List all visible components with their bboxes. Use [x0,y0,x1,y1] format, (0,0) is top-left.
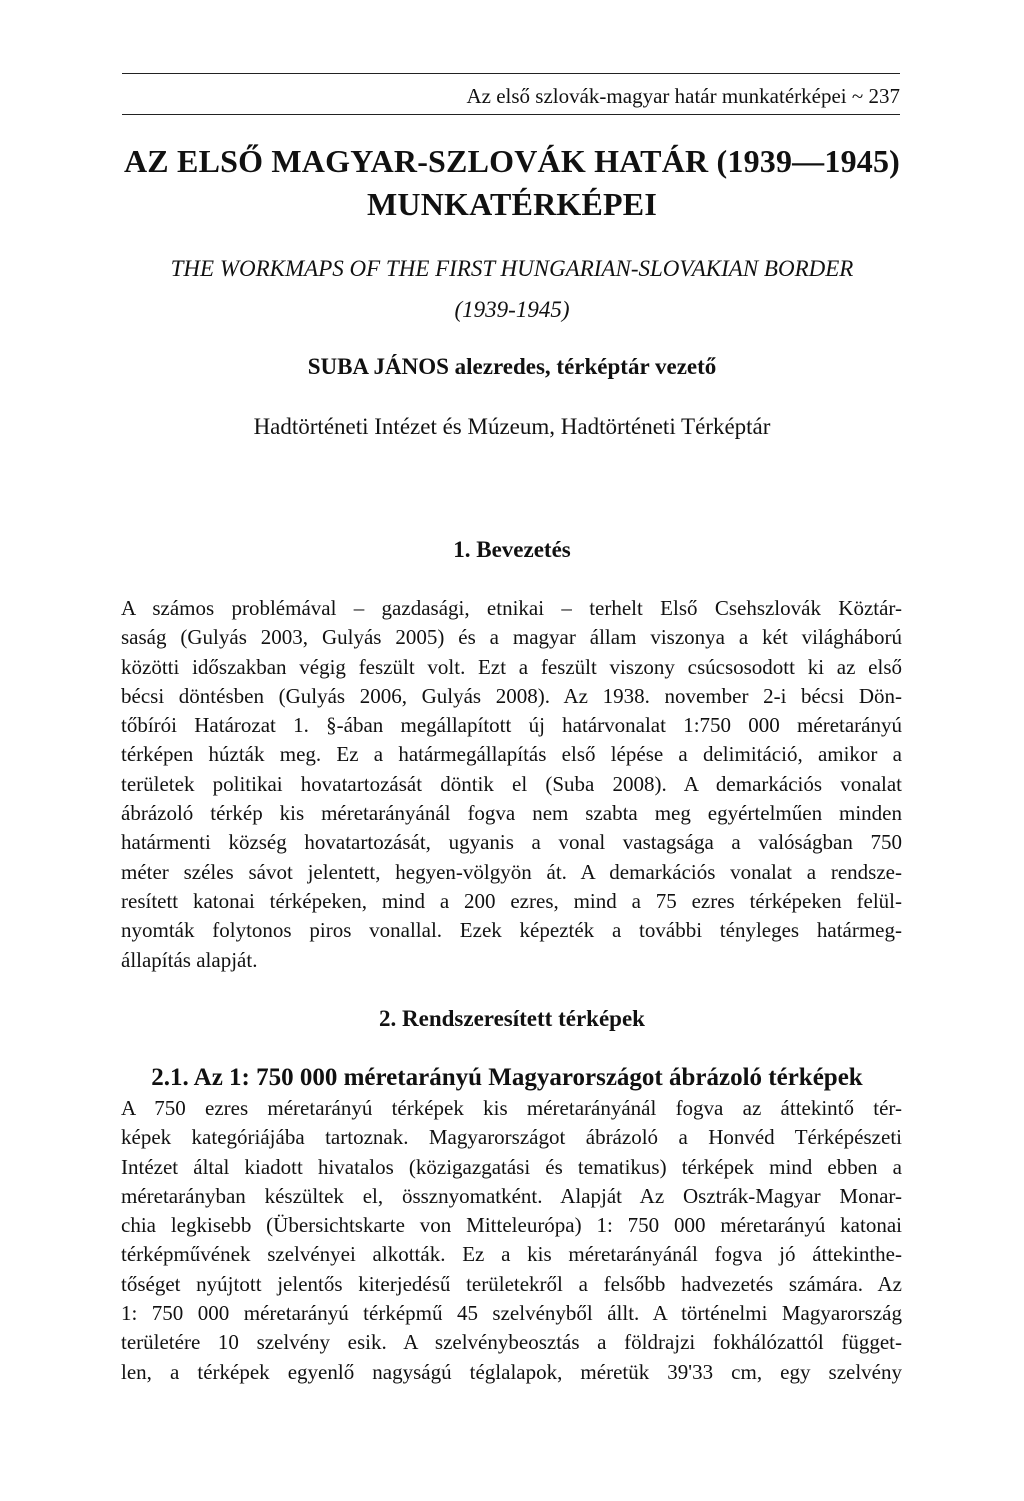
author-line: SUBA JÁNOS alezredes, térképtár vezető [307,354,717,379]
text-line: térképen húzták meg. Ez a határmegállapítás első lépése a delimitáció, amikor a [121,742,902,767]
text-line: területére 10 szelvény esik. A szelvénybeosztás a földrajzi fokhálózattól függet- [121,1330,902,1355]
subtitle-line: (1939-1945) [454,297,570,322]
text-line: tőbírói Határozat 1. §-ában megállapított új határvonalat 1:750 000 méretarányú [121,713,902,738]
text-line: tőséget nyújtott jelentős kiterjedésű területekről a felsőbb hadvezetés számára. Az [121,1271,902,1296]
text-line: közötti időszakban végig feszült volt. Ezt a feszült viszony csúcsosodott ki az első [121,654,902,679]
text-line: saság (Gulyás 2003, Gulyás 2005) és a magyar állam viszonya a két világháború [121,625,902,650]
text-line: chia legkisebb (Übersichtskarte von Mitteleurópa) 1: 750 000 méretarányú katonai [121,1213,902,1238]
text-line: Intézet által kiadott hivatalos (közigazgatási és tematikus) térképek mind ebben a [121,1154,902,1179]
text-line: A számos problémával – gazdasági, etnikai – terhelt Első Csehszlovák Köztár- [121,596,902,620]
running-header [122,73,900,115]
text-line: ábrázoló térkép kis méretarányánál fogva nem szabta meg egyértelműen minden [121,801,902,826]
article-title [0,140,1024,226]
subsection-paragraph [121,1094,902,1387]
text-line: állapítás alapját. [121,947,258,972]
title-line: MUNKATÉRKÉPEI [366,186,658,222]
text-line: képek kategóriájába tartoznak. Magyarországot ábrázoló a Honvéd Térképészeti [121,1125,902,1150]
text-line: 1: 750 000 méretarányú térképmű 45 szelvényből állt. A történelmi Magyarország [121,1301,902,1326]
section-heading-maps: 2. Rendszeresített térképek [379,1006,645,1031]
text-line: méter széles sávot jelentett, hegyen-völgyön át. A demarkációs vonalat a rendsze- [121,859,902,884]
subtitle-line: THE WORKMAPS OF THE FIRST HUNGARIAN-SLOVAKIAN BORDER [170,256,854,281]
title-line: AZ ELSŐ MAGYAR-SZLOVÁK HATÁR (1939—1945) [123,143,901,179]
english-title [0,248,1024,330]
text-line: térképművének szelvényei alkották. Ez a kis méretarányánál fogva jó áttekinthe- [121,1242,902,1267]
text-line: területek politikai hovatartozását döntik el (Suba 2008). A demarkációs vonalat [121,771,902,796]
text-line: határmenti község hovatartozását, ugyanis a vonal vastagsága a valóságban 750 [121,830,902,855]
text-line: len, a térképek egyenlő nagyságú téglalapok, méretük 39'33 cm, egy szelvény [121,1359,902,1384]
text-line: bécsi döntésben (Gulyás 2006, Gulyás 2008). Az 1938. november 2-i bécsi Dön- [121,683,902,708]
subsection-heading-750000: 2.1. Az 1: 750 000 méretarányú Magyarországot ábrázoló térképek [151,1064,863,1091]
text-line: resített katonai térképeken, mind a 200 ezres, mind a 75 ezres térképeken felül- [121,888,902,913]
text-line: nyomták folytonos piros vonallal. Ezek képezték a további tényleges határmeg- [121,918,902,943]
introduction-paragraph [121,594,902,975]
affiliation-line: Hadtörténeti Intézet és Múzeum, Hadtörténeti Térképtár [253,414,771,439]
text-line: méretarányban készültek el, össznyomatként. Alapját Az Osztrák-Magyar Monar- [121,1183,902,1208]
running-head-text: Az első szlovák-magyar határ munkatérképei ~ 237 [466,84,900,108]
section-heading-introduction: 1. Bevezetés [453,537,571,562]
text-line: A 750 ezres méretarányú térképek kis méretarányánál fogva az áttekintő tér- [121,1096,902,1120]
